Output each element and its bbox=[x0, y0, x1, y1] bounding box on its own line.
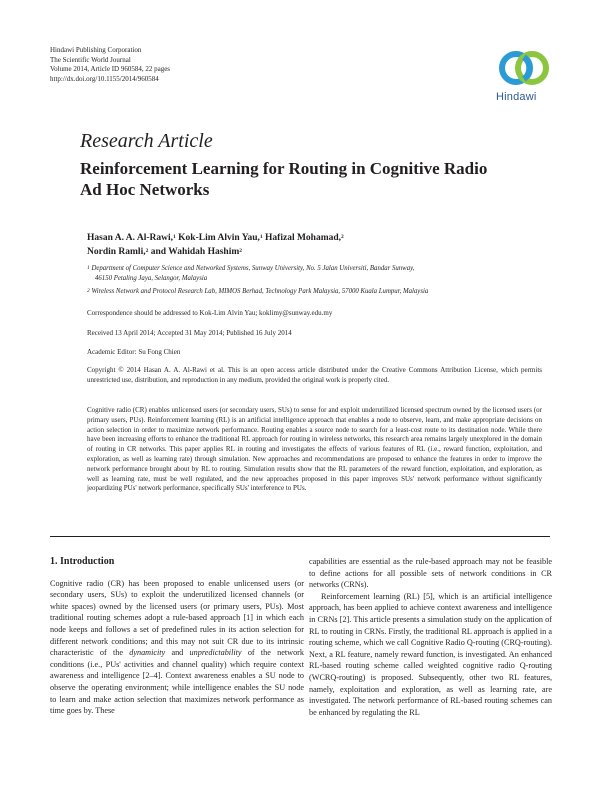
affiliation-marker: 2 bbox=[145, 248, 149, 254]
publication-dates: Received 13 April 2014; Accepted 31 May 2014; Published 16 July 2014 bbox=[87, 329, 292, 337]
hindawi-wordmark: Hindawi bbox=[496, 91, 537, 103]
body-paragraph: Cognitive radio (CR) has been proposed to enable unlicensed users (or secondary users, SUs) to exploit the underutilized licensed channels (or white spaces) owned by the licensed users (or primary users, PUs). Most traditional routing schemes adopt a rule-based approach [1] in which each node keeps and follows a set of predefined rules in its action selection for different network conditions; and this may not suit CR due to its intrinsic characteristic of the dynamicity and unpredictability of the network conditions (i.e., PUs' activities and channel quality) which require context awareness and intelligence [2–4]. Context awareness enables a SU node to observe the operating environment; while intelligence enables the SU node to learn and make action selection that maximizes network performance as time goes by. These bbox=[50, 578, 304, 716]
section-divider bbox=[50, 536, 550, 537]
abstract: Cognitive radio (CR) enables unlicensed users (or secondary users, SUs) to sense for and exploit underutilized licensed spectrum owned by the licensed users (or primary users, PUs). Reinforcement learning (RL) is an artificial intelligence approach that enables a node to observe, learn, and make appropriate decisions on action selection in order to maximize network performance. Routing enables a source node to search for a least-cost route to its destination node. While there have been increasing efforts to enhance the traditional RL approach for routing in wireless networks, this research area remains largely unexplored in the domain of routing in CR networks. This paper applies RL in routing and investigates the effects of various features of RL (i.e., reward function, exploitation, and exploration, as well as learning rate) through simulation. New approaches and recommendations are proposed to enhance the features in order to improve the network performance brought about by RL to routing. Simulation results show that the RL parameters of the reward function, exploitation, and exploration, as well as learning rate, must be well regulated, and the new approaches proposed in this paper improves SUs' network performance without significantly jeopardizing PUs' network performance, specifically SUs' interference to PUs. bbox=[87, 406, 542, 493]
body-paragraph: capabilities are essential as the rule-based approach may not be feasible to define actions for all possible sets of network conditions in CR networks (CRNs). bbox=[309, 557, 552, 590]
body-column-left bbox=[50, 556, 304, 717]
correspondence: Correspondence should be addressed to Kok-Lim Alvin Yau; koklimy@sunway.edu.my bbox=[87, 309, 333, 317]
affiliation-marker: 1 bbox=[87, 265, 90, 271]
affiliation-marker: 1 bbox=[259, 234, 263, 240]
doi-link[interactable]: http://dx.doi.org/10.1155/2014/960584 bbox=[50, 74, 159, 83]
author-name[interactable]: Kok-Lim Alvin Yau, bbox=[175, 233, 260, 243]
author-name[interactable]: and Wahidah Hashim bbox=[148, 247, 240, 257]
volume-info: Volume 2014, Article ID 960584, 22 pages bbox=[50, 65, 171, 73]
affiliation-text: Department of Computer Science and Networked Systems, Sunway University, No. 5 Jalan Universiti, Bandar Sunway, bbox=[89, 265, 415, 272]
copyright-notice: Copyright © 2014 Hasan A. A. Al-Rawi et al. This is an open access article distributed under the Creative Commons Attribution License, which permits unrestricted use, distribution, and reproduction in any medium, provided the original work is properly cited. bbox=[87, 366, 542, 384]
author-name[interactable]: Nordin Ramli, bbox=[87, 247, 146, 257]
affiliation-2 bbox=[87, 287, 527, 297]
journal-header bbox=[50, 46, 170, 84]
body-column-right bbox=[309, 556, 552, 718]
affiliation-text: Wireless Network and Protocol Research Lab, MIMOS Berhad, Technology Park Malaysia, 57000 Kuala Lumpur, Malaysia bbox=[89, 288, 429, 295]
affiliation-marker: 2 bbox=[87, 288, 90, 294]
academic-editor: Academic Editor: Su Fong Chien bbox=[87, 348, 181, 356]
affiliation-marker: 1 bbox=[173, 234, 176, 240]
journal-name: The Scientific World Journal bbox=[50, 55, 131, 64]
affiliation-marker: 2 bbox=[239, 248, 243, 254]
section-heading: 1. Introduction bbox=[50, 556, 115, 567]
publisher-name: Hindawi Publishing Corporation bbox=[50, 46, 142, 54]
author-name[interactable]: Hasan A. A. Al-Rawi, bbox=[87, 233, 174, 243]
paper-title: Reinforcement Learning for Routing in Cognitive Radio Ad Hoc Networks bbox=[80, 159, 488, 199]
author-name[interactable]: Hafizal Mohamad, bbox=[262, 233, 342, 243]
article-type: Research Article bbox=[80, 130, 213, 152]
affiliation-1 bbox=[87, 264, 527, 284]
affiliation-text: 46150 Petaling Jaya, Selangor, Malaysia bbox=[95, 275, 208, 282]
affiliations bbox=[87, 264, 527, 300]
author-list bbox=[87, 231, 467, 259]
affiliation-marker: 2 bbox=[341, 234, 344, 240]
body-paragraph: Reinforcement learning (RL) [5], which is an artificial intelligence approach, has been applied to achieve context awareness and intelligence in CRNs [2]. This article presents a simulation study on the application of RL to routing in CRNs. Firstly, the traditional RL approach is applied in a routing scheme, which we call Cognitive Radio Q-routing (CRQ-routing). Next, a RL feature, namely reward function, is investigated. An enhanced RL-based routing scheme called weighted cognitive radio Q-routing (WCRQ-routing) is proposed. Subsequently, other two RL features, namely, exploitation and exploration, as well as learning rate, are investigated. The network performance of RL-based routing schemes can be enhanced by regulating the RL bbox=[309, 591, 552, 717]
